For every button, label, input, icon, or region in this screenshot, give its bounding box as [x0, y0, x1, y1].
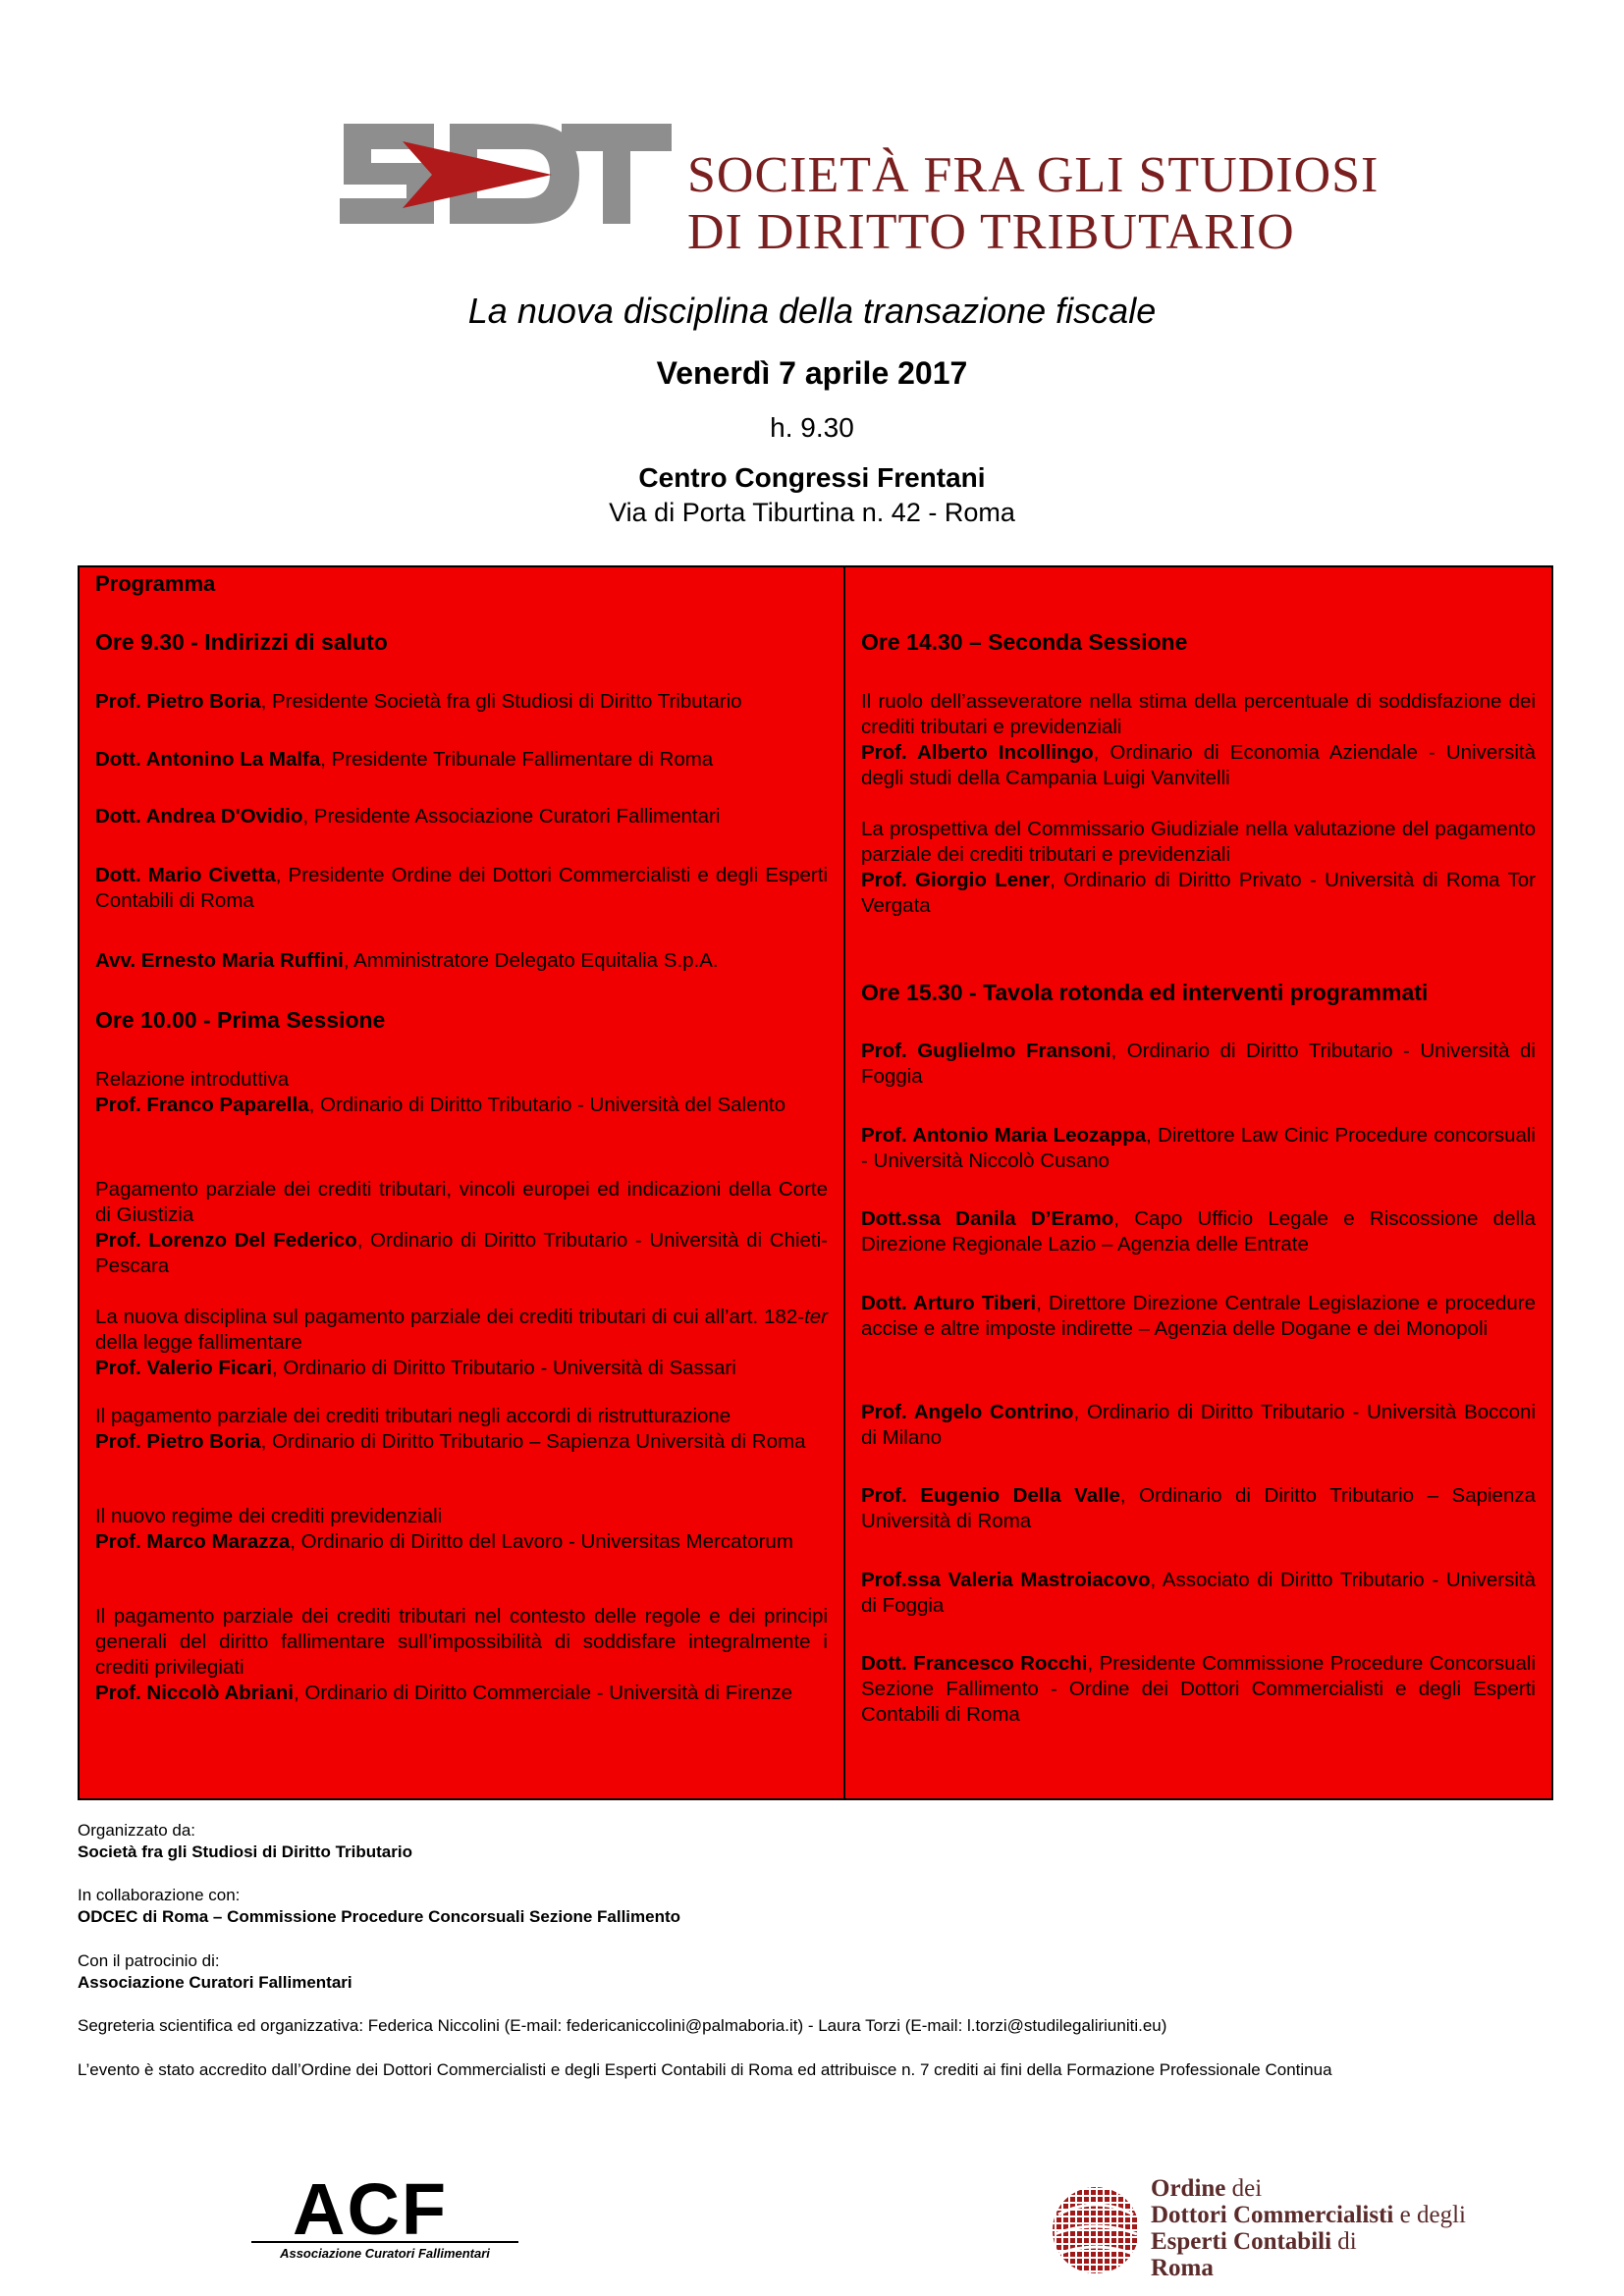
session-4-title: Ore 15.30 - Tavola rotonda ed interventi programmati	[861, 980, 1429, 1005]
list-item	[95, 689, 828, 715]
speaker-name: Dott. Mario Civetta	[95, 864, 276, 886]
odcec-line-2a: Dottori Commercialisti	[1151, 2202, 1394, 2228]
session-3-heading-block	[861, 627, 1536, 657]
list-item	[95, 948, 828, 974]
talk-topic: Il nuovo regime dei crediti previdenziali	[95, 1505, 443, 1527]
odcec-text	[1151, 2175, 1466, 2281]
speaker-name: Prof. Pietro Boria	[95, 1430, 261, 1453]
event-title: La nuova disciplina della transazione fiscale	[467, 291, 1157, 331]
talk-topic: Il ruolo dell’asseveratore nella stima della percentuale di soddisfazione dei crediti tributari e previdenziali	[861, 690, 1536, 738]
list-item	[95, 1504, 828, 1555]
program-table	[78, 565, 1553, 1800]
talk-topic: Relazione introduttiva	[95, 1068, 290, 1091]
talk-topic-em: ter	[804, 1306, 828, 1328]
patronage-block	[78, 1950, 352, 1994]
list-item	[861, 1039, 1536, 1090]
speaker-role: , Ordinario di Diritto Tributario - Università del Salento	[308, 1094, 785, 1116]
acf-letters: ACF	[293, 2168, 449, 2250]
list-item	[95, 1177, 828, 1279]
speaker-name: Dott. Antonino La Malfa	[95, 748, 321, 771]
speaker-role: , Ordinario di Diritto Commerciale - Università di Firenze	[294, 1682, 793, 1704]
acf-subtitle: Associazione Curatori Fallimentari	[280, 2246, 490, 2261]
program-label-block	[95, 569, 828, 599]
talk-topic-b: della legge fallimentare	[95, 1331, 302, 1354]
speaker-role: , Ordinario di Diritto del Lavoro - Universitas Mercatorum	[290, 1530, 793, 1553]
event-address: Via di Porta Tiburtina n. 42 - Roma	[609, 498, 1015, 527]
speaker-role: , Ordinario di Diritto Tributario - Università di Chieti-Pescara	[95, 1229, 828, 1277]
list-item	[861, 817, 1536, 919]
talk-topic: La prospettiva del Commissario Giudiziale nella valutazione del pagamento parziale dei crediti tributari e previdenziali	[861, 818, 1536, 866]
list-item	[861, 1651, 1536, 1728]
list-item	[861, 689, 1536, 791]
session-1-heading-block	[95, 627, 828, 657]
odcec-line-3a: Esperti Contabili	[1151, 2228, 1332, 2255]
sdt-mark-icon	[334, 106, 677, 263]
list-item	[861, 1206, 1536, 1257]
speaker-name: Prof. Angelo Contrino	[861, 1401, 1074, 1423]
speaker-name: Prof. Pietro Boria	[95, 690, 261, 713]
list-item	[861, 1568, 1536, 1619]
list-item	[861, 1123, 1536, 1174]
collaboration-value: ODCEC di Roma – Commissione Procedure Concorsuali Sezione Fallimento	[78, 1907, 681, 1926]
talk-topic: Il pagamento parziale dei crediti tributari negli accordi di ristrutturazione	[95, 1405, 731, 1427]
list-item	[95, 1404, 828, 1455]
speaker-name: Prof. Alberto Incollingo	[861, 741, 1094, 764]
speaker-name: Prof. Niccolò Abriani	[95, 1682, 294, 1704]
session-3-title: Ore 14.30 – Seconda Sessione	[861, 629, 1188, 655]
speaker-role: , Ordinario di Economia Aziendale - Università degli studi della Campania Luigi Vanvitelli	[861, 741, 1536, 789]
sdt-logo-text	[687, 147, 1379, 261]
collaboration-block	[78, 1885, 680, 1928]
speaker-name: Avv. Ernesto Maria Ruffini	[95, 949, 344, 972]
talk-topic-a: La nuova disciplina sul pagamento parziale dei crediti tributari di cui all’art. 182-	[95, 1306, 805, 1328]
list-item	[95, 804, 828, 829]
speaker-name: Prof. Marco Marazza	[95, 1530, 291, 1553]
list-item	[95, 1305, 828, 1381]
program-label: Programma	[95, 571, 216, 596]
speaker-name: Prof. Eugenio Della Valle	[861, 1484, 1120, 1507]
odcec-line-4: Roma	[1151, 2255, 1214, 2281]
speaker-role: , Presidente Commissione Procedure Concorsuali Sezione Fallimento - Ordine dei Dottori Commercialisti e degli Esperti Contabili di Roma	[861, 1652, 1536, 1726]
list-item	[95, 747, 828, 773]
session-1-title: Ore 9.30 - Indirizzi di saluto	[95, 629, 388, 655]
acf-logo	[251, 2168, 518, 2262]
odcec-line-1a: Ordine	[1151, 2175, 1226, 2202]
speaker-role: , Associato di Diritto Tributario - Università di Foggia	[861, 1569, 1536, 1617]
speaker-name: Dott. Andrea D'Ovidio	[95, 805, 303, 828]
patronage-label: Con il patrocinio di:	[78, 1951, 220, 1970]
odcec-line-3b: di	[1331, 2228, 1357, 2255]
list-item	[861, 1291, 1536, 1342]
speaker-name: Prof. Guglielmo Fransoni	[861, 1040, 1111, 1062]
speaker-role: , Ordinario di Diritto Tributario - Università di Sassari	[272, 1357, 736, 1379]
session-2-title: Ore 10.00 - Prima Sessione	[95, 1007, 386, 1033]
logo-line-2: DI DIRITTO TRIBUTARIO	[687, 204, 1295, 260]
odcec-line-1b: dei	[1225, 2175, 1263, 2202]
organizer-label: Organizzato da:	[78, 1821, 196, 1840]
speaker-name: Dott. Arturo Tiberi	[861, 1292, 1037, 1314]
odcec-logo	[1049, 2171, 1481, 2289]
organizer-block	[78, 1820, 412, 1863]
speaker-role: , Presidente Ordine dei Dottori Commercialisti e degli Esperti Contabili di Roma	[95, 864, 828, 912]
accreditation-text: L’evento è stato accredito dall’Ordine dei Dottori Commercialisti e degli Esperti Contabili di Roma ed attribuisce n. 7 crediti ai fini della Formazione Professionale Continua	[78, 2060, 1332, 2079]
globe-icon	[1049, 2175, 1143, 2283]
list-item	[861, 1483, 1536, 1534]
event-date: Venerdì 7 aprile 2017	[656, 355, 968, 391]
speaker-role: , Presidente Associazione Curatori Fallimentari	[302, 805, 721, 828]
logo-line-1: SOCIETÀ FRA GLI STUDIOSI	[687, 147, 1380, 203]
speaker-role: , Direttore Direzione Centrale Legislazione e procedure accise e altre imposte indirette – Agenzia delle Dogane e dei Monopoli	[861, 1292, 1536, 1340]
speaker-role: , Ordinario di Diritto Tributario - Università Bocconi di Milano	[861, 1401, 1537, 1449]
acf-divider	[251, 2241, 518, 2243]
session-4-heading-block	[861, 978, 1536, 1007]
speaker-name: Prof. Franco Paparella	[95, 1094, 309, 1116]
event-venue: Centro Congressi Frentani	[638, 462, 986, 493]
speaker-role: , Ordinario di Diritto Tributario – Sapienza Università di Roma	[861, 1484, 1537, 1532]
secretariat-text: Segreteria scientifica ed organizzativa: Federica Niccolini (E-mail: federicaniccolini@palmaboria.it) - Laura Torzi (E-mail: l.torzi@studilegaliriuniti.eu)	[78, 2016, 1167, 2035]
sdt-logo	[334, 106, 1394, 263]
speaker-role: , Capo Ufficio Legale e Riscossione della Direzione Regionale Lazio – Agenzia delle Entrate	[861, 1207, 1536, 1255]
program-left-column	[80, 567, 845, 1798]
patronage-value: Associazione Curatori Fallimentari	[78, 1973, 352, 1992]
list-item	[861, 1400, 1536, 1451]
speaker-name: Prof. Antonio Maria Leozappa	[861, 1124, 1147, 1147]
program-right-column	[845, 567, 1551, 1798]
odcec-line-2b: e degli	[1393, 2202, 1466, 2228]
speaker-role: , Direttore Law Cinic Procedure concorsuali - Università Niccolò Cusano	[861, 1124, 1536, 1172]
speaker-name: Prof. Giorgio Lener	[861, 869, 1051, 891]
speaker-name: Dott. Francesco Rocchi	[861, 1652, 1088, 1675]
speaker-role: , Amministratore Delegato Equitalia S.p.A.	[343, 949, 719, 972]
speaker-role: , Presidente Tribunale Fallimentare di Roma	[320, 748, 714, 771]
session-2-heading-block	[95, 1005, 828, 1035]
speaker-name: Prof. Valerio Ficari	[95, 1357, 273, 1379]
speaker-role: , Ordinario di Diritto Privato - Università di Roma Tor Vergata	[861, 869, 1536, 917]
organizer-value: Società fra gli Studiosi di Diritto Tributario	[78, 1842, 412, 1861]
speaker-name: Prof. Lorenzo Del Federico	[95, 1229, 357, 1252]
list-item	[95, 1604, 828, 1706]
speaker-role: , Ordinario di Diritto Tributario – Sapienza Università di Roma	[260, 1430, 806, 1453]
speaker-role: , Presidente Società fra gli Studiosi di Diritto Tributario	[260, 690, 742, 713]
list-item	[95, 1067, 828, 1118]
speaker-name: Prof.ssa Valeria Mastroiacovo	[861, 1569, 1151, 1591]
talk-topic: Pagamento parziale dei crediti tributari, vincoli europei ed indicazioni della Corte di Giustizia	[95, 1178, 828, 1226]
event-hour: h. 9.30	[770, 412, 854, 443]
collaboration-label: In collaborazione con:	[78, 1886, 241, 1904]
speaker-name: Dott.ssa Danila D’Eramo	[861, 1207, 1114, 1230]
talk-topic: Il pagamento parziale dei crediti tributari nel contesto delle regole e dei principi generali del diritto fallimentare sull’impossibilità di soddisfare integralmente i crediti privilegiati	[95, 1605, 828, 1679]
speaker-role: , Ordinario di Diritto Tributario - Università di Foggia	[861, 1040, 1536, 1088]
list-item	[95, 863, 828, 914]
